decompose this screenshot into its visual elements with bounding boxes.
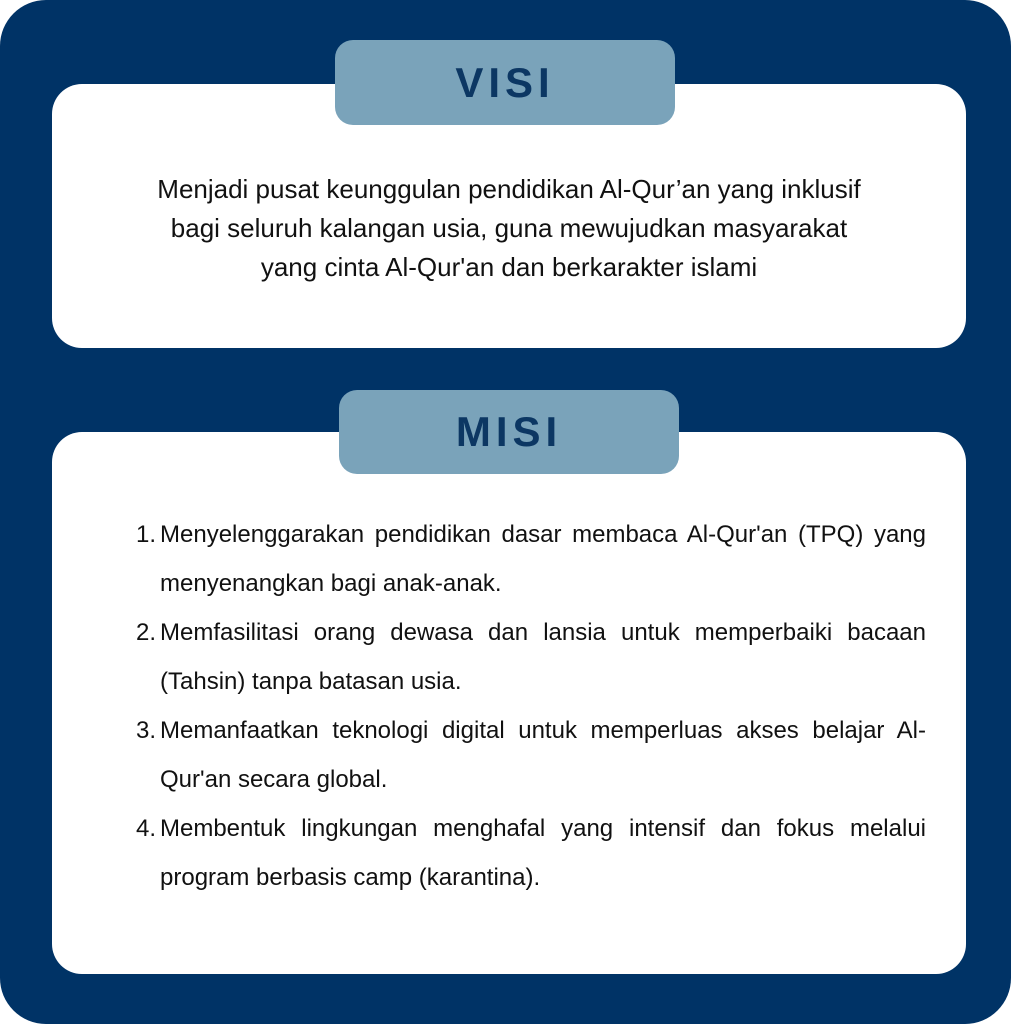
misi-card: [52, 432, 966, 974]
misi-item-text: Membentuk lingkungan menghafal yang intensif dan fokus melalui program berbasis camp (karantina).: [160, 815, 926, 891]
misi-item: [136, 608, 926, 706]
misi-item-number: 4.: [136, 815, 157, 842]
misi-heading: [339, 390, 679, 474]
misi-item: [136, 804, 926, 902]
misi-heading-label: MISI: [455, 408, 563, 455]
misi-item-text: Memfasilitasi orang dewasa dan lansia untuk memperbaiki bacaan (Tahsin) tanpa batasan usia.: [160, 619, 926, 695]
visi-heading: [335, 40, 675, 125]
misi-item-number: 1.: [136, 521, 157, 548]
misi-item-number: 3.: [136, 717, 157, 744]
visi-statement: Menjadi pusat keunggulan pendidikan Al-Qur’an yang inklusif bagi seluruh kalangan usia, guna mewujudkan masyarakat yang cinta Al-Qur'an dan berkarakter islami: [157, 174, 861, 282]
misi-item-text: Menyelenggarakan pendidikan dasar membaca Al-Qur'an (TPQ) yang menyenangkan bagi anak-anak.: [160, 521, 926, 597]
visi-heading-label: VISI: [455, 58, 555, 106]
misi-item-text: Memanfaatkan teknologi digital untuk memperluas akses belajar Al-Qur'an secara global.: [160, 717, 926, 793]
misi-item: [136, 706, 926, 804]
misi-list: [136, 510, 926, 902]
misi-item-number: 2.: [136, 619, 157, 646]
misi-item: [136, 510, 926, 608]
